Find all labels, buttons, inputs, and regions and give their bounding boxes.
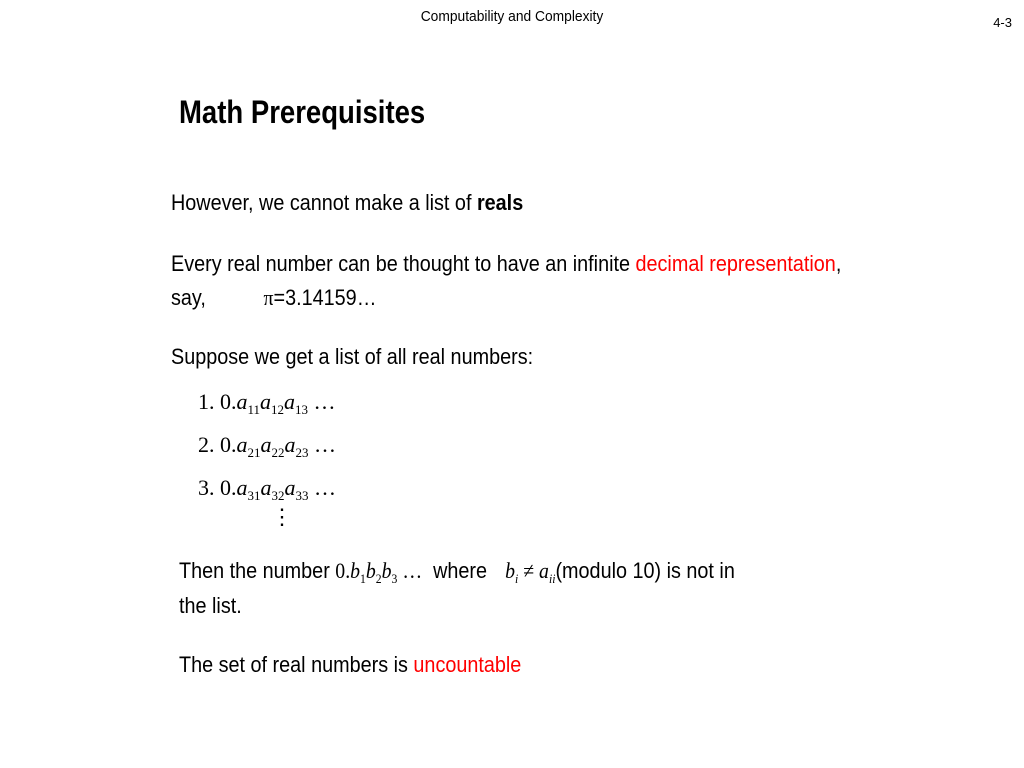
diagonal-number (335, 558, 423, 586)
subscript: 2 (375, 571, 382, 586)
subscript: 23 (295, 445, 309, 460)
ellipsis: … (314, 432, 336, 457)
decimal-lead: 0. (220, 389, 237, 414)
subscript: 33 (295, 488, 309, 503)
digit-var: a (236, 389, 248, 414)
line-the-list: the list. (179, 593, 242, 618)
subscript: 11 (247, 402, 261, 417)
decimal-lead: 0. (335, 558, 351, 583)
subscript: 22 (271, 445, 285, 460)
subscript: 12 (271, 402, 285, 417)
ellipsis: … (313, 389, 336, 414)
vertical-ellipsis: ⋮ (271, 504, 293, 529)
uncountable-highlight: uncountable (413, 652, 522, 677)
line-say (171, 285, 376, 311)
comma: , (835, 251, 842, 276)
line-uncountable (179, 652, 521, 678)
digit-var: a (284, 475, 296, 500)
line-decimal-text: Every real number can be thought to have an infinite (171, 251, 630, 276)
subscript: 32 (271, 488, 285, 503)
line-decimal (171, 251, 841, 277)
decimal-lead: 0. (220, 475, 237, 500)
page-number: 4-3 (993, 15, 1012, 30)
row-number: 3. (198, 475, 215, 500)
digit-var: b (381, 558, 392, 583)
uncountable-prefix: The set of real numbers is (179, 652, 408, 677)
line-then (179, 558, 735, 587)
digit-var: a (284, 432, 296, 457)
row-number: 2. (198, 432, 215, 457)
say-text: say, (171, 285, 206, 310)
ellipsis: … (314, 475, 336, 500)
modulo-text: (modulo 10) is not in (555, 558, 735, 583)
digit-var: b (365, 558, 376, 583)
row-number: 1. (198, 389, 215, 414)
digit-var: a (236, 475, 248, 500)
list-row-1 (198, 389, 336, 418)
digit-var: b (505, 558, 516, 583)
subscript: ii (548, 571, 556, 586)
decimal-representation-highlight: decimal representation (635, 251, 836, 276)
subscript: i (515, 571, 519, 586)
pi-symbol: π (263, 285, 274, 310)
where-text: where (433, 558, 487, 583)
digit-var: b (350, 558, 361, 583)
line-suppose: Suppose we get a list of all real numbers: (171, 344, 534, 369)
subscript: 3 (391, 571, 398, 586)
not-equal-symbol: ≠ (523, 558, 535, 583)
digit-var: a (260, 389, 272, 414)
list-row-3 (198, 475, 336, 504)
subscript: 13 (295, 402, 309, 417)
digit-var: a (284, 389, 296, 414)
subscript: 1 (360, 571, 366, 586)
line-reals (171, 190, 523, 216)
list-row-2 (198, 432, 336, 461)
pi-value: =3.14159… (273, 285, 377, 310)
header-title: Computability and Complexity (420, 8, 604, 25)
reals-bold: reals (476, 190, 524, 215)
ellipsis: … (402, 558, 423, 583)
line-reals-text: However, we cannot make a list of (171, 190, 472, 215)
digit-var: a (539, 558, 549, 583)
subscript: 31 (247, 488, 261, 503)
condition-formula (505, 558, 556, 586)
then-text: Then the number (179, 558, 330, 583)
decimal-lead: 0. (220, 432, 237, 457)
slide-title: Math Prerequisites (179, 94, 426, 130)
digit-var: a (236, 432, 248, 457)
digit-var: a (260, 475, 272, 500)
digit-var: a (260, 432, 272, 457)
subscript: 21 (247, 445, 261, 460)
